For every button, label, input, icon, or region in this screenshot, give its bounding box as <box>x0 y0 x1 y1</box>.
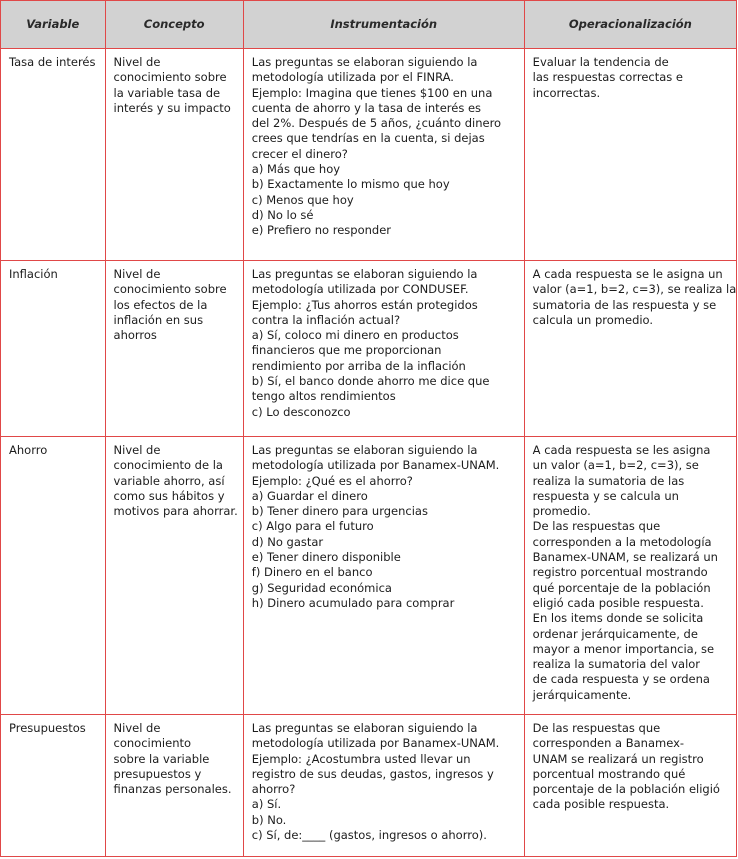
text-line: conocimiento de la <box>113 458 223 473</box>
text-line: interés y su impacto <box>113 100 231 115</box>
text-line: g) Seguridad económica <box>251 580 392 595</box>
text-line: tengo altos rendimientos <box>251 389 396 404</box>
text-line: Las preguntas se elaboran siguiendo la <box>251 721 478 735</box>
text-line: A cada respuesta se les asigna <box>532 443 711 457</box>
text-line: sumatoria de las respuesta y se <box>532 297 717 312</box>
text-line: b) No. <box>251 812 287 827</box>
text-line: b) Exactamente lo mismo que hoy <box>251 177 450 192</box>
text-line: valor (a=1, b=2, c=3), se realiza la <box>532 282 737 297</box>
cell-instrumentacion <box>243 261 524 437</box>
text-line: mayor a menor importancia, se <box>532 641 715 656</box>
text-line: d) No gastar <box>251 534 324 549</box>
text-line: finanzas personales. <box>113 782 232 797</box>
text-line: De las respuestas que <box>532 721 661 735</box>
text-line: calcula un promedio. <box>532 312 654 327</box>
text-line: e) Tener dinero disponible <box>251 550 401 565</box>
text-line: qué porcentaje de la población <box>532 580 711 595</box>
text-line: conocimiento sobre <box>113 282 227 297</box>
text-line: f) Dinero en el banco <box>251 565 373 580</box>
cell-operacionalizacion <box>524 49 736 261</box>
text-line: b) Tener dinero para urgencias <box>251 504 428 519</box>
text-line: Ejemplo: Imagina que tienes $100 en una <box>251 85 493 100</box>
text-line: corresponden a la metodología <box>532 534 712 549</box>
text-line: Nivel de <box>113 443 161 457</box>
text-line: eligió cada posible respuesta. <box>532 595 704 610</box>
text-line: rendimiento por arriba de la inflación <box>251 358 466 373</box>
text-line: Nivel de <box>113 267 161 281</box>
text-line: Evaluar la tendencia de <box>532 55 669 69</box>
text-line: las respuestas correctas e <box>532 70 683 85</box>
text-line: ordenar jerárquicamente, de <box>532 626 698 641</box>
table-row <box>1 437 737 715</box>
text-line: Ejemplo: ¿Qué es el ahorro? <box>251 473 413 488</box>
text-line: registro de sus deudas, gastos, ingresos y <box>251 766 494 781</box>
text-line: incorrectas. <box>532 85 601 100</box>
text-line: Las preguntas se elaboran siguiendo la <box>251 267 478 281</box>
cell-concepto <box>105 49 243 261</box>
text-line: UNAM se realizará un registro <box>532 751 704 766</box>
header-operacionalizacion: Operacionalización <box>524 1 736 49</box>
cell-operacionalizacion <box>524 715 736 857</box>
text-line: a) Sí. <box>251 797 282 812</box>
table-row <box>1 49 737 261</box>
text-line: A cada respuesta se le asigna un <box>532 267 723 281</box>
text-line: c) Sí, de:____ (gastos, ingresos o ahorro). <box>251 828 487 843</box>
cell-variable: Ahorro <box>1 437 106 715</box>
text-line: del 2%. Después de 5 años, ¿cuánto dinero <box>251 116 502 131</box>
text-line: los efectos de la <box>113 297 208 312</box>
text-line: c) Menos que hoy <box>251 192 354 207</box>
text-line: crees que tendrías en la cuenta, si dejas <box>251 131 485 146</box>
cell-concepto <box>105 261 243 437</box>
cell-instrumentacion <box>243 49 524 261</box>
text-line: jerárquicamente. <box>532 687 632 702</box>
text-line: conocimiento <box>113 736 192 751</box>
text-line: metodología utilizada por Banamex-UNAM. <box>251 736 500 751</box>
cell-variable: Tasa de interés <box>1 49 106 261</box>
header-variable: Variable <box>1 1 106 49</box>
text-line: registro porcentual mostrando <box>532 565 708 580</box>
text-line: Ejemplo: ¿Acostumbra usted llevar un <box>251 751 471 766</box>
table-row <box>1 715 737 857</box>
text-line: realiza la sumatoria de las <box>532 473 685 488</box>
cell-instrumentacion <box>243 715 524 857</box>
text-line: metodología utilizada por CONDUSEF. <box>251 282 469 297</box>
text-line: ahorros <box>113 328 157 343</box>
table-row <box>1 261 737 437</box>
text-line: de cada respuesta y se ordena <box>532 672 710 687</box>
text-line: En los items donde se solicita <box>532 611 704 626</box>
header-row <box>1 1 737 49</box>
text-line: a) Más que hoy <box>251 162 341 177</box>
text-line: presupuestos y <box>113 766 202 781</box>
text-line: Banamex-UNAM, se realizará un <box>532 550 718 565</box>
text-line: b) Sí, el banco donde ahorro me dice que <box>251 374 490 389</box>
text-line: e) Prefiero no responder <box>251 223 392 238</box>
text-line: c) Algo para el futuro <box>251 519 374 534</box>
cell-variable: Inflación <box>1 261 106 437</box>
text-line: Las preguntas se elaboran siguiendo la <box>251 55 478 69</box>
text-line: porcentual mostrando qué <box>532 766 686 781</box>
text-line: Nivel de <box>113 721 161 735</box>
text-line: c) Lo desconozco <box>251 404 351 419</box>
text-line: Ejemplo: ¿Tus ahorros están protegidos <box>251 297 478 312</box>
text-line: Nivel de <box>113 55 161 69</box>
text-line: financieros que me proporcionan <box>251 343 442 358</box>
header-concepto: Concepto <box>105 1 243 49</box>
text-line: Las preguntas se elaboran siguiendo la <box>251 443 478 457</box>
text-line: motivos para ahorrar. <box>113 504 238 519</box>
cell-concepto <box>105 715 243 857</box>
cell-concepto <box>105 437 243 715</box>
text-line: la variable tasa de <box>113 85 221 100</box>
text-line: sobre la variable <box>113 751 210 766</box>
text-line: d) No lo sé <box>251 207 314 222</box>
text-line: un valor (a=1, b=2, c=3), se <box>532 458 699 473</box>
text-line: conocimiento sobre <box>113 70 227 85</box>
text-line: a) Guardar el dinero <box>251 488 368 503</box>
text-line: respuesta y se calcula un <box>532 488 679 503</box>
text-line: inflación en sus <box>113 312 204 327</box>
text-line: variable ahorro, así <box>113 473 225 488</box>
text-line: De las respuestas que <box>532 519 661 534</box>
text-line: h) Dinero acumulado para comprar <box>251 595 455 610</box>
cell-operacionalizacion <box>524 437 736 715</box>
text-line: contra la inflación actual? <box>251 312 401 327</box>
text-line: promedio. <box>532 504 591 519</box>
text-line: cuenta de ahorro y la tasa de interés es <box>251 100 482 115</box>
text-line: metodología utilizada por Banamex-UNAM. <box>251 458 500 473</box>
text-line: corresponden a Banamex- <box>532 736 685 751</box>
text-line: ahorro? <box>251 782 296 797</box>
text-line: a) Sí, coloco mi dinero en productos <box>251 328 459 343</box>
text-line: realiza la sumatoria del valor <box>532 657 701 672</box>
text-line: metodología utilizada por el FINRA. <box>251 70 454 85</box>
text-line: cada posible respuesta. <box>532 797 670 812</box>
cell-variable: Presupuestos <box>1 715 106 857</box>
text-line: crecer el dinero? <box>251 146 348 161</box>
text-line: porcentaje de la población eligió <box>532 782 720 797</box>
text-line: como sus hábitos y <box>113 488 225 503</box>
header-instrumentacion: Instrumentación <box>243 1 524 49</box>
cell-instrumentacion <box>243 437 524 715</box>
cell-operacionalizacion <box>524 261 736 437</box>
